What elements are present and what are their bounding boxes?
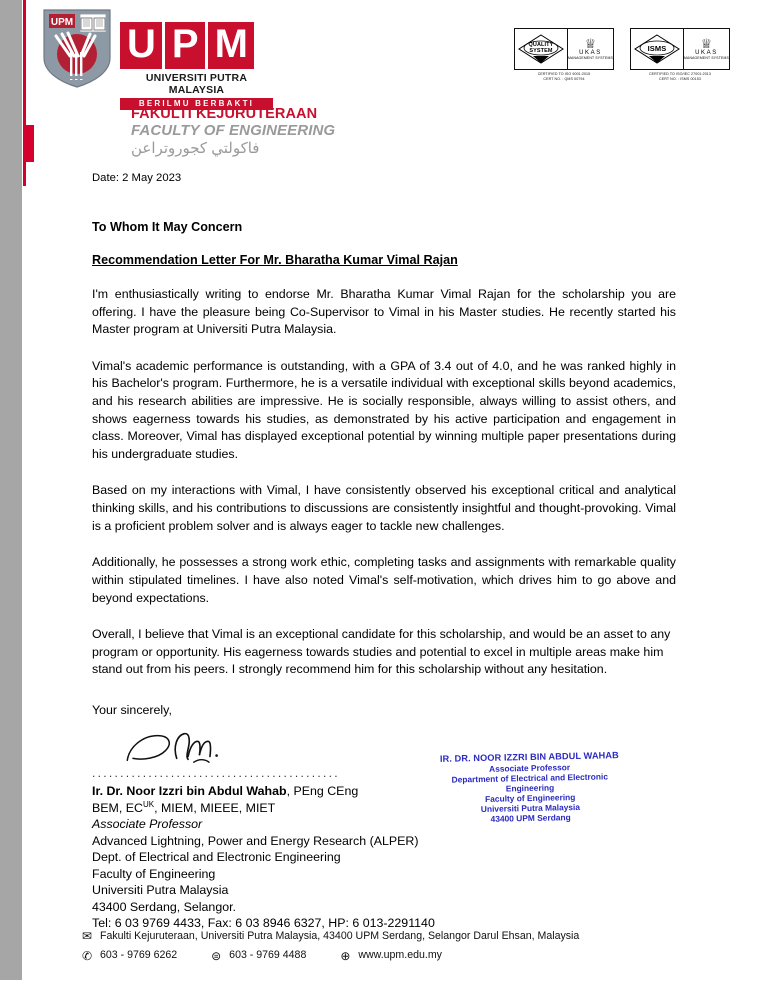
isms-diamond-icon xyxy=(634,34,680,64)
signatory-name-bold: Ir. Dr. Noor Izzri bin Abdul Wahab xyxy=(92,784,287,798)
ukas-sublabel-2: MANAGEMENT SYSTEMS xyxy=(683,56,729,60)
official-stamp xyxy=(429,750,630,826)
certification-marks xyxy=(514,28,730,83)
stamp-department: Department of Electrical and Electronic Engineering xyxy=(451,771,609,794)
handwritten-signature-icon xyxy=(114,728,304,766)
certification-isms xyxy=(630,28,730,83)
certification-iso9001 xyxy=(514,28,614,83)
letter-subject: Recommendation Letter For Mr. Bharatha Kumar Vimal Rajan xyxy=(92,253,458,267)
signatory-line-2: Dept. of Electrical and Electronic Engineering xyxy=(92,850,341,865)
quality-system-diamond-icon xyxy=(518,34,564,64)
university-motto: BERILMU BERBAKTI xyxy=(120,98,273,110)
stamp-name: IR. DR. NOOR IZZRI BIN ABDUL WAHAB xyxy=(439,750,619,764)
ukas-crown-icon-2: ♕ xyxy=(700,36,713,51)
letter-paragraph-1: I'm enthusiastically writing to endorse Mr. Bharatha Kumar Vimal Rajan for the scholarship you are offering. I have the pleasure being Co-Supervisor to Vimal in his Master studies. He recently started his Master program at Universiti Putra Malaysia. xyxy=(92,287,676,337)
upm-crest-icon xyxy=(40,8,114,88)
memberships-sup: UK xyxy=(142,799,155,809)
ukas-label-2: UKAS xyxy=(695,50,718,56)
fax-icon: ⊜ xyxy=(211,948,222,963)
footer-address: Fakulti Kejuruteraan, Universiti Putra Malaysia, 43400 UPM Serdang, Selangor Darul Ehsan, Malaysia xyxy=(100,930,580,942)
university-name: UNIVERSITI PUTRA MALAYSIA xyxy=(145,72,248,96)
upm-wordmark xyxy=(120,22,273,110)
cert-caption-line1: CERTIFIED TO ISO 9001:2015 xyxy=(537,72,591,76)
wordmark-letter-p: P xyxy=(165,22,205,69)
phone-icon: ✆ xyxy=(81,948,93,963)
memberships-pre: BEM, EC xyxy=(92,800,143,815)
signatory-line-1: Advanced Lightning, Power and Energy Research (ALPER) xyxy=(92,833,419,848)
stamp-title: Associate Professor xyxy=(488,762,571,774)
faculty-name-malay: FAKULTI KEJURUTERAAN xyxy=(131,106,318,122)
footer-fax: 603 - 9769 4488 xyxy=(229,949,307,962)
cert2-caption-line1: CERTIFIED TO ISO/IEC 27001:2013 xyxy=(648,72,712,76)
faculty-header xyxy=(131,106,335,158)
globe-icon: ⊕ xyxy=(340,948,351,963)
quality-system-label: QUALITY SYSTEM xyxy=(528,42,554,54)
signatory-title: Associate Professor xyxy=(92,817,203,832)
signatory-line-5: 43400 Serdang, Selangor. xyxy=(92,899,236,914)
stamp-address: 43400 UPM Serdang xyxy=(490,812,571,825)
letter-salutation: To Whom It May Concern xyxy=(92,220,243,234)
letter-paragraph-3: Based on my interactions with Vimal, I have consistently observed his exceptional critical and analytical thinking skills, and his contributions to discussions are consistently insightful and thought-provoking. Vimal is a proficient problem solver and is always eager to tackle new challenges. xyxy=(92,483,676,533)
signatory-line-3: Faculty of Engineering xyxy=(92,866,216,881)
letter-paragraph-5: Overall, I believe that Vimal is an exceptional candidate for this scholarship, and would be an asset to any program or opportunity. His eagerness towards studies and potential to excel in multiple areas make him stand out from his peers. I strongly recommend him for this scholarship without any hesitation. xyxy=(92,627,671,677)
signatory-line-4: Universiti Putra Malaysia xyxy=(92,883,229,898)
ukas-label: UKAS xyxy=(579,50,602,56)
wordmark-letter-m: M xyxy=(208,22,254,69)
stamp-university: Universiti Putra Malaysia xyxy=(480,802,581,815)
ukas-sublabel: MANAGEMENT SYSTEMS xyxy=(567,56,613,60)
left-gray-bar xyxy=(0,0,22,980)
faculty-name-english: FACULTY OF ENGINEERING xyxy=(131,122,336,140)
cert-caption-line2: CERT NO. : QMS 00794 xyxy=(543,77,585,82)
footer-phone-item xyxy=(80,947,177,963)
ukas-crown-icon: ♕ xyxy=(584,36,597,51)
letter-paragraph-2: Vimal's academic performance is outstanding, with a GPA of 3.4 out of 4.0, and he was ranked highly in his Bachelor's program. Furthermore, he is a versatile individual with exceptional skills beyond academics, and his research abilities are impressive. He is socially responsible, always willing to assist others, and shows eagerness towards his studies, as demonstrated by his active participation and engagement in class. Moreover, Vimal has displayed exceptional potential by winning multiple paper presentations during his undergraduate studies. xyxy=(92,358,676,461)
wordmark-letter-u: U xyxy=(120,22,162,69)
footer-phone: 603 - 9769 6262 xyxy=(100,949,178,962)
cert2-caption-line2: CERT NO. : ISMS 00153 xyxy=(659,77,701,82)
left-red-block xyxy=(25,125,34,162)
signature-dotted-line: ............................................ xyxy=(92,766,340,780)
footer-website-item[interactable] xyxy=(338,947,442,963)
letter-paragraph-4: Additionally, he possesses a strong work ethic, completing tasks and assignments with remarkable quality within stipulated timelines. I have also noted Vimal's self-motivation, which drives him to go above and beyond expectations. xyxy=(92,555,676,605)
svg-text:UPM: UPM xyxy=(50,17,74,28)
faculty-name-jawi: فاكولتي كجوروتراعن xyxy=(131,140,260,158)
letter-body xyxy=(92,172,676,717)
page-footer xyxy=(80,928,579,964)
footer-fax-item xyxy=(209,947,306,963)
signatory-name-suffix: , PEng CEng xyxy=(286,784,359,798)
isms-label: ISMS xyxy=(647,44,667,54)
letter-closing: Your sincerely, xyxy=(92,702,172,717)
stamp-faculty: Faculty of Engineering xyxy=(484,792,576,805)
footer-website[interactable]: www.upm.edu.my xyxy=(358,949,442,962)
upm-logo xyxy=(40,8,273,110)
signatory-contact: Tel: 6 03 9769 4433, Fax: 6 03 8946 6327, HP: 6 013-2291140 xyxy=(92,916,435,931)
memberships-post: , MIEM, MIEEE, MIET xyxy=(154,800,276,815)
envelope-icon: ✉ xyxy=(81,929,93,944)
letter-date: Date: 2 May 2023 xyxy=(92,172,182,184)
